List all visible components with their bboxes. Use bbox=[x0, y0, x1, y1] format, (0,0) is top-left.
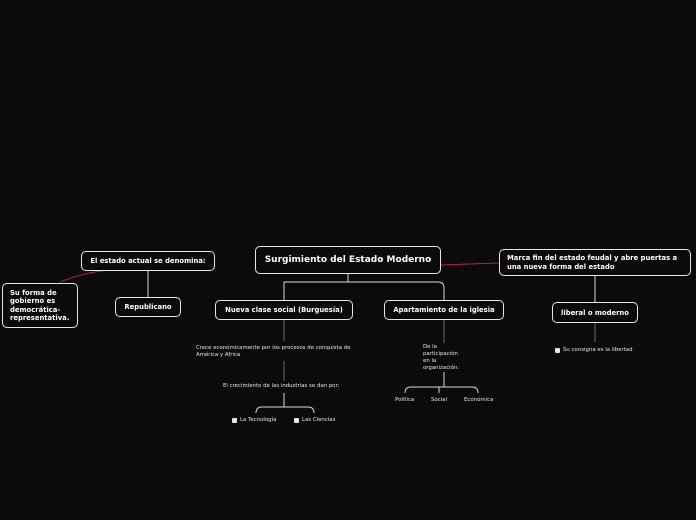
task-consigna-libertad[interactable] bbox=[555, 347, 633, 353]
subtopic-participacion[interactable] bbox=[423, 344, 465, 372]
item-economica[interactable] bbox=[464, 397, 493, 404]
task-ciencias-label: Las Ciencias bbox=[302, 417, 336, 423]
topic-iglesia[interactable] bbox=[384, 300, 504, 320]
topic-liberal[interactable] bbox=[552, 302, 638, 323]
task-tecnologia-label: La Tecnología bbox=[240, 417, 277, 423]
item-social[interactable] bbox=[431, 397, 447, 404]
checkbox-icon[interactable] bbox=[555, 348, 560, 353]
topic-forma-gobierno[interactable] bbox=[2, 283, 78, 328]
task-ciencias[interactable] bbox=[294, 417, 335, 423]
subtopic-crecimiento-label: El crecimiento de las industrias se dan por: bbox=[223, 383, 340, 389]
topic-liberal-label: liberal o moderno bbox=[561, 308, 629, 317]
topic-marca-fin[interactable] bbox=[499, 249, 691, 276]
topic-republicano[interactable] bbox=[115, 297, 181, 317]
subtopic-crece-label: Crece económicamente por los procesos de conquista de América y Africa bbox=[196, 345, 351, 358]
topic-estado-actual[interactable] bbox=[81, 251, 215, 271]
topic-marca-fin-label: Marca fin del estado feudal y abre puertas a una nueva forma del estado bbox=[507, 253, 678, 271]
subtopic-participacion-label: De la participación en la organización: bbox=[423, 344, 460, 371]
topic-nueva-clase[interactable] bbox=[215, 300, 353, 320]
topic-forma-gobierno-label: Su forma de gobierno es democrática-representativa. bbox=[10, 288, 70, 322]
item-social-label: Social bbox=[431, 397, 447, 403]
root-topic-label: Surgimiento del Estado Moderno bbox=[264, 255, 432, 265]
task-tecnologia[interactable] bbox=[232, 417, 276, 423]
subtopic-crecimiento-industrias[interactable] bbox=[223, 383, 363, 390]
item-politica[interactable] bbox=[395, 397, 414, 404]
task-consigna-libertad-label: Su consigna es la libertad bbox=[563, 347, 633, 353]
topic-estado-actual-label: El estado actual se denomina: bbox=[90, 257, 206, 265]
topic-republicano-label: Republicano bbox=[124, 303, 172, 311]
item-politica-label: Política bbox=[395, 397, 415, 403]
root-topic[interactable] bbox=[255, 246, 441, 274]
subtopic-crece-economicamente[interactable] bbox=[196, 345, 366, 359]
topic-iglesia-label: Apartamiento de la iglesia bbox=[393, 306, 495, 314]
item-economica-label: Económica bbox=[464, 397, 494, 403]
topic-nueva-clase-label: Nueva clase social (Burguesía) bbox=[225, 306, 343, 314]
checkbox-icon[interactable] bbox=[294, 418, 299, 423]
checkbox-icon[interactable] bbox=[232, 418, 237, 423]
